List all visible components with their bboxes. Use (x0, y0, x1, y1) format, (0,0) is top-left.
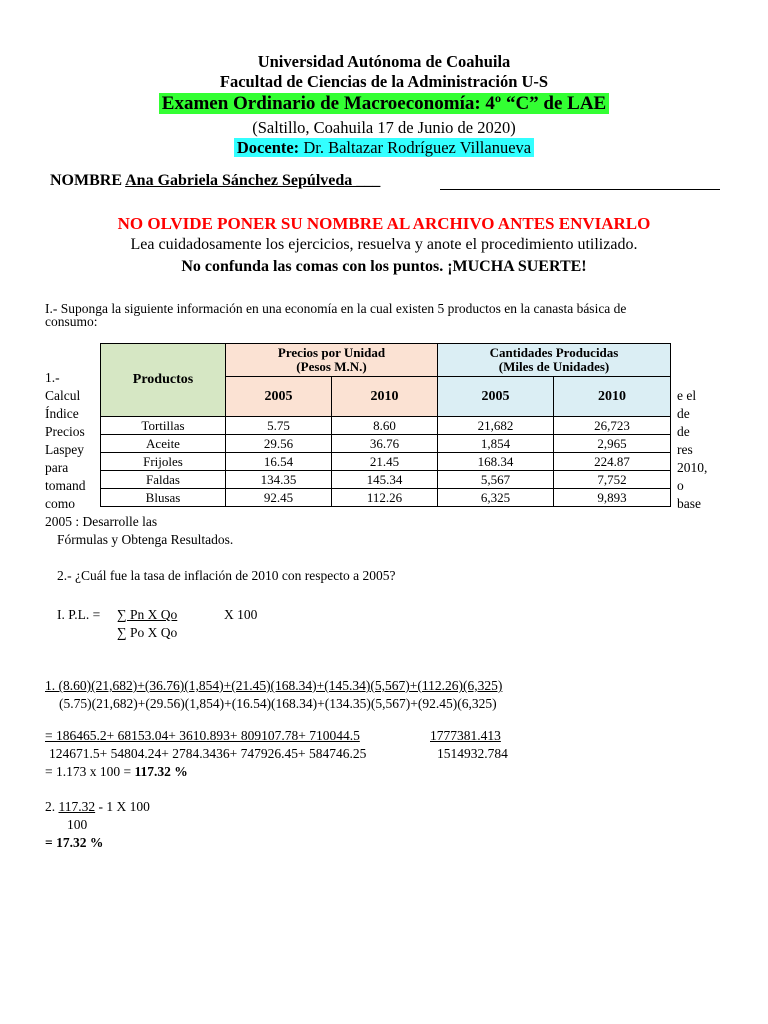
question-2: 2.- ¿Cuál fue la tasa de inflación de 2010 con respecto a 2005? (57, 568, 396, 583)
ipl-numerator-text: ∑ Pn X Qo (117, 607, 178, 622)
year-header: 2005 (226, 377, 332, 417)
q2-numerator: 117.32 (58, 799, 96, 814)
ipl-label: I. P.L. = (57, 607, 101, 622)
problem-intro-1: I.- Suponga la siguiente información en una economía en la cual existen 5 productos en la canasta básica de (45, 301, 627, 316)
q2-numerator-row (45, 798, 150, 815)
wrapped-left-0: 1.- (45, 370, 60, 385)
teacher-label: Docente: (236, 138, 300, 157)
prices-header (226, 344, 438, 377)
step2-numerator (45, 727, 360, 744)
prices-header-line-2: (Pesos M.N.) (296, 359, 367, 375)
table-cell: 5.75 (226, 417, 332, 435)
wrapped-right-0: e el (677, 388, 697, 403)
wrapped-left-3: Precios (45, 424, 85, 439)
quantities-header-line-1: Cantidades Producidas (489, 345, 619, 361)
table-cell: 36.76 (332, 435, 438, 453)
wrapped-right-5: o (677, 478, 684, 493)
table-cell: 2,965 (554, 435, 671, 453)
table-cell: 168.34 (438, 453, 554, 471)
instruction-line-2: No confunda las comas con los puntos. ¡MUCHA SUERTE! (181, 258, 587, 275)
table-cell: 21.45 (332, 453, 438, 471)
table-cell: Tortillas (101, 417, 226, 435)
quantities-header-line-2: (Miles de Unidades) (498, 359, 610, 375)
student-name-row (50, 172, 380, 190)
step1-numerator-text: 1. (8.60)(21,682)+(36.76)(1,854)+(21.45)(168.34)+(145.34)(5,567)+(112.26)(6,325) (45, 678, 503, 693)
quantities-header (438, 344, 671, 377)
table-row (101, 417, 671, 435)
wrapped-left-6: tomand (45, 478, 86, 493)
table-cell: 16.54 (226, 453, 332, 471)
table-cell: 5,567 (438, 471, 554, 489)
wrapped-right-column (677, 387, 707, 513)
wrapped-left-2: Índice (45, 406, 79, 421)
step3-prefix: = 1.173 x 100 = (45, 764, 132, 779)
student-name: Ana Gabriela Sánchez Sepúlveda ___ (125, 172, 381, 189)
price-quantity-table (100, 343, 671, 507)
table-cell: 7,752 (554, 471, 671, 489)
table-row (101, 453, 671, 471)
problem-intro-2: consumo: (45, 314, 98, 329)
exam-title-row (0, 93, 768, 115)
step2-numerator-total-text: 1777381.413 (430, 728, 501, 743)
wrapped-right-6: base (677, 496, 701, 511)
step3-result-row (45, 763, 188, 780)
products-header: Productos (101, 344, 226, 417)
table-cell: 224.87 (554, 453, 671, 471)
teacher-row (0, 138, 768, 158)
teacher-name: Dr. Baltazar Rodríguez Villanueva (303, 138, 532, 157)
table-cell: Frijoles (101, 453, 226, 471)
table-cell: 134.35 (226, 471, 332, 489)
q2-rest: - 1 X 100 (98, 799, 150, 814)
step2-numerator-text: = 186465.2+ 68153.04+ 3610.893+ 809107.78+ 710044.5 (45, 728, 360, 743)
wrapped-right-4: 2010, (677, 460, 708, 475)
wrapped-left-column (45, 369, 86, 513)
step2-denominator-total: 1514932.784 (437, 746, 508, 761)
formulas-line: Fórmulas y Obtenga Resultados. (57, 532, 234, 547)
q2-denominator: 100 (67, 817, 88, 832)
prices-header-line-1: Precios por Unidad (277, 345, 386, 361)
student-name-label: NOMBRE (50, 172, 122, 189)
wrapped-left-7: como (45, 496, 75, 511)
ipl-denominator: ∑ Po X Qo (117, 625, 178, 640)
table-cell: 112.26 (332, 489, 438, 507)
table-cell: 8.60 (332, 417, 438, 435)
place-date: (Saltillo, Coahuila 17 de Junio de 2020) (252, 118, 516, 137)
step3-result: 117.32 % (134, 764, 188, 779)
table-cell: Blusas (101, 489, 226, 507)
faculty-title: Facultad de Ciencias de la Administración U-S (219, 72, 549, 91)
table-cell: 9,893 (554, 489, 671, 507)
base-year-line: 2005 : Desarrolle las (45, 514, 158, 529)
table-cell: 145.34 (332, 471, 438, 489)
year-header: 2010 (554, 377, 671, 417)
table-cell: 29.56 (226, 435, 332, 453)
table-cell: 92.45 (226, 489, 332, 507)
exam-title: Examen Ordinario de Macroeconomía: 4º “C” de LAE (159, 93, 609, 114)
wrapped-left-5: para (45, 460, 69, 475)
table-cell: 26,723 (554, 417, 671, 435)
wrapped-right-1: de (677, 406, 690, 421)
table-row (101, 489, 671, 507)
name-underline (440, 189, 720, 190)
table-cell: 1,854 (438, 435, 554, 453)
step1-numerator (45, 677, 502, 694)
wrapped-left-4: Laspey (45, 442, 84, 457)
ipl-times-100: X 100 (224, 607, 258, 622)
step1-denominator: (5.75)(21,682)+(29.56)(1,854)+(16.54)(168.34)+(134.35)(5,567)+(92.45)(6,325) (59, 696, 497, 711)
table-cell: Aceite (101, 435, 226, 453)
table-cell: 21,682 (438, 417, 554, 435)
instruction-line-1: Lea cuidadosamente los ejercicios, resuelva y anote el procedimiento utilizado. (130, 236, 638, 253)
table-cell: Faldas (101, 471, 226, 489)
step2-numerator-total (430, 727, 501, 744)
step2-denominator: 124671.5+ 54804.24+ 2784.3436+ 747926.45+ 584746.25 (49, 746, 367, 761)
table-row (101, 471, 671, 489)
wrapped-right-3: res (677, 442, 693, 457)
year-header: 2005 (438, 377, 554, 417)
teacher-highlight (234, 138, 534, 157)
table-header-row (101, 344, 671, 377)
q2-result: = 17.32 % (45, 835, 104, 850)
wrapped-left-1: Calcul (45, 388, 81, 403)
table-cell: 6,325 (438, 489, 554, 507)
ipl-numerator (117, 606, 177, 623)
university-title: Universidad Autónoma de Coahuila (257, 52, 511, 71)
warning-text: NO OLVIDE PONER SU NOMBRE AL ARCHIVO ANTES ENVIARLO (117, 214, 651, 233)
table-row (101, 435, 671, 453)
wrapped-right-2: de (677, 424, 690, 439)
q2-index: 2. (45, 799, 56, 814)
year-header: 2010 (332, 377, 438, 417)
